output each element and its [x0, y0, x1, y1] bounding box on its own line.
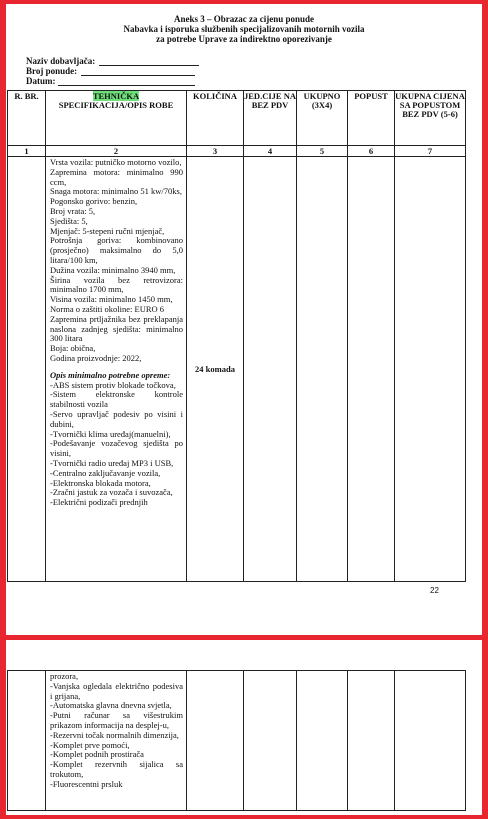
col-header-total: UKUPNO (3X4)	[297, 91, 348, 146]
table-row	[8, 157, 466, 582]
equipment-line: -Tvornički klima uređaj(manuelni),	[50, 428, 171, 439]
equipment-line: -Elektronska blokada motora,	[50, 477, 151, 488]
equipment-line: prozora,	[50, 671, 79, 681]
total-cell	[297, 671, 348, 811]
col-number: 7	[395, 146, 466, 157]
spec-line: Snaga motora: minimalno 51 kw/70ks,	[50, 186, 182, 197]
supplier-label: Naziv dobavljača:	[26, 56, 96, 66]
spec-line: Vrsta vozila: putničko motorno vozilo,	[50, 157, 182, 167]
equipment-line: -Komplet podnih prostirača	[50, 749, 144, 760]
col-number: 4	[244, 146, 297, 157]
price-table	[7, 90, 466, 582]
col-number: 2	[46, 146, 187, 157]
document-page-2	[6, 640, 482, 815]
col-header-final-price: UKUPNA CIJENA SA POPUSTOM BEZ PDV (5-6)	[395, 91, 466, 146]
equipment-list	[50, 672, 183, 790]
rbr-cell	[8, 157, 46, 582]
equipment-line: -Rezervni točak normalnih dimenzija,	[50, 729, 179, 740]
col-header-qty: KOLIČINA	[187, 91, 244, 146]
spec-line: Visina vozila: minimalno 1450 mm,	[50, 294, 173, 305]
spec-line: Zapremina prtljažnika bez preklapanja naslona zadnjeg sjedišta: minimalno 300 litara	[50, 313, 183, 344]
spec-cell	[46, 157, 187, 582]
col-number: 5	[297, 146, 348, 157]
supplier-field	[26, 56, 199, 66]
equipment-line: -Servo upravljač podesiv po visini i dubini,	[50, 408, 183, 429]
unit-price-cell	[244, 157, 297, 582]
spec-line: Pogonsko gorivo: benzin,	[50, 196, 138, 207]
equipment-list	[50, 381, 183, 508]
unit-price-cell	[244, 671, 297, 811]
quantity-cell: 24 komada	[187, 157, 244, 582]
spec-line: Zapremina motora: minimalno 990 ccm,	[50, 166, 183, 187]
table-header-row	[8, 91, 466, 146]
page-number: 22	[430, 586, 439, 595]
header-subtitle: Nabavka i isporuka službenih specijalizovanih motornih vozila	[123, 24, 365, 34]
header-subtitle-2: za potrebe Uprave za indirektno oporezivanje	[156, 34, 332, 44]
equipment-line: -Tvornički radio uređaj MP3 i USB,	[50, 457, 174, 468]
equipment-line: -Komplet rezervnih sijalica sa trokutom,	[50, 759, 183, 779]
price-table-continued	[7, 670, 466, 811]
col-number: 3	[187, 146, 244, 157]
spec-line: Sjedišta: 5,	[50, 215, 88, 226]
equipment-line: -Sistem elektronske kontrole stabilnosti vozila	[50, 389, 183, 410]
spec-header-rest: SPECIFIKACIJA/OPIS ROBE	[58, 100, 174, 110]
equipment-line: -Centralno zaključavanje vozila,	[50, 467, 161, 478]
spec-line: Broj vrata: 5,	[50, 205, 96, 216]
header-title: Aneks 3 – Obrazac za cijenu ponude	[173, 14, 314, 24]
equipment-line: -Električni podizači prednjih	[50, 497, 148, 508]
spec-header-highlight: TEHNIČKA	[92, 91, 140, 101]
final-price-cell	[395, 671, 466, 811]
date-label: Datum:	[26, 76, 56, 86]
spec-line: Norma o zaštiti okoline: EURO 6	[50, 303, 165, 314]
spec-list	[50, 158, 183, 364]
spec-line: Godina proizvodnje: 2022,	[50, 352, 142, 363]
document-page-1	[6, 4, 482, 635]
spec-line: Dužina vozila: minimalno 3940 mm,	[50, 264, 176, 275]
spec-line: Širina vozila bez retrovizora: minimalno 1700 mm,	[50, 274, 183, 295]
table-row	[8, 671, 466, 811]
equipment-line: -Automatska glavna dnevna svjetla,	[50, 700, 172, 711]
equipment-line: -Putni računar sa višestrukim prikazom informacija na desplej-u,	[50, 710, 183, 730]
final-price-cell	[395, 157, 466, 582]
equipment-line: -ABS sistem protiv blokade točkova,	[50, 379, 176, 390]
total-cell	[297, 157, 348, 582]
equipment-line: -Komplet prve pomoći,	[50, 739, 130, 750]
equipment-line: -Zračni jastuk za vozača i suvozača,	[50, 487, 173, 498]
rbr-cell	[8, 671, 46, 811]
offer-number-field	[26, 66, 195, 76]
spec-line: Mjenjač: 5-stepeni ručni mjenjač,	[50, 225, 165, 236]
equipment-line: -Vanjska ogledala električno podesiva i grijana,	[50, 680, 183, 701]
discount-cell	[348, 157, 395, 582]
date-field	[26, 76, 195, 86]
column-number-row	[8, 146, 466, 157]
col-header-rbr: R. BR.	[8, 91, 46, 146]
equipment-line: -Podešavanje vozačevog sjedišta po visini,	[50, 438, 183, 459]
col-number: 1	[8, 146, 46, 157]
col-header-spec	[46, 91, 187, 146]
equipment-title: Opis minimalno potrebne opreme:	[50, 369, 171, 380]
spec-line: Boja: obična,	[50, 343, 96, 354]
col-header-unit-price: JED.CIJE NA BEZ PDV	[244, 91, 297, 146]
col-number: 6	[348, 146, 395, 157]
offer-number-label: Broj ponude:	[26, 66, 78, 76]
equipment-line: -Fluorescentni prsluk	[50, 778, 123, 789]
spec-line: Potrošnja goriva: kombinovano (prosječno) maksimalno do 5,0 litara/100 km,	[50, 235, 183, 265]
col-header-discount: POPUST	[348, 91, 395, 146]
quantity-cell	[187, 671, 244, 811]
spec-cell	[46, 671, 187, 811]
discount-cell	[348, 671, 395, 811]
